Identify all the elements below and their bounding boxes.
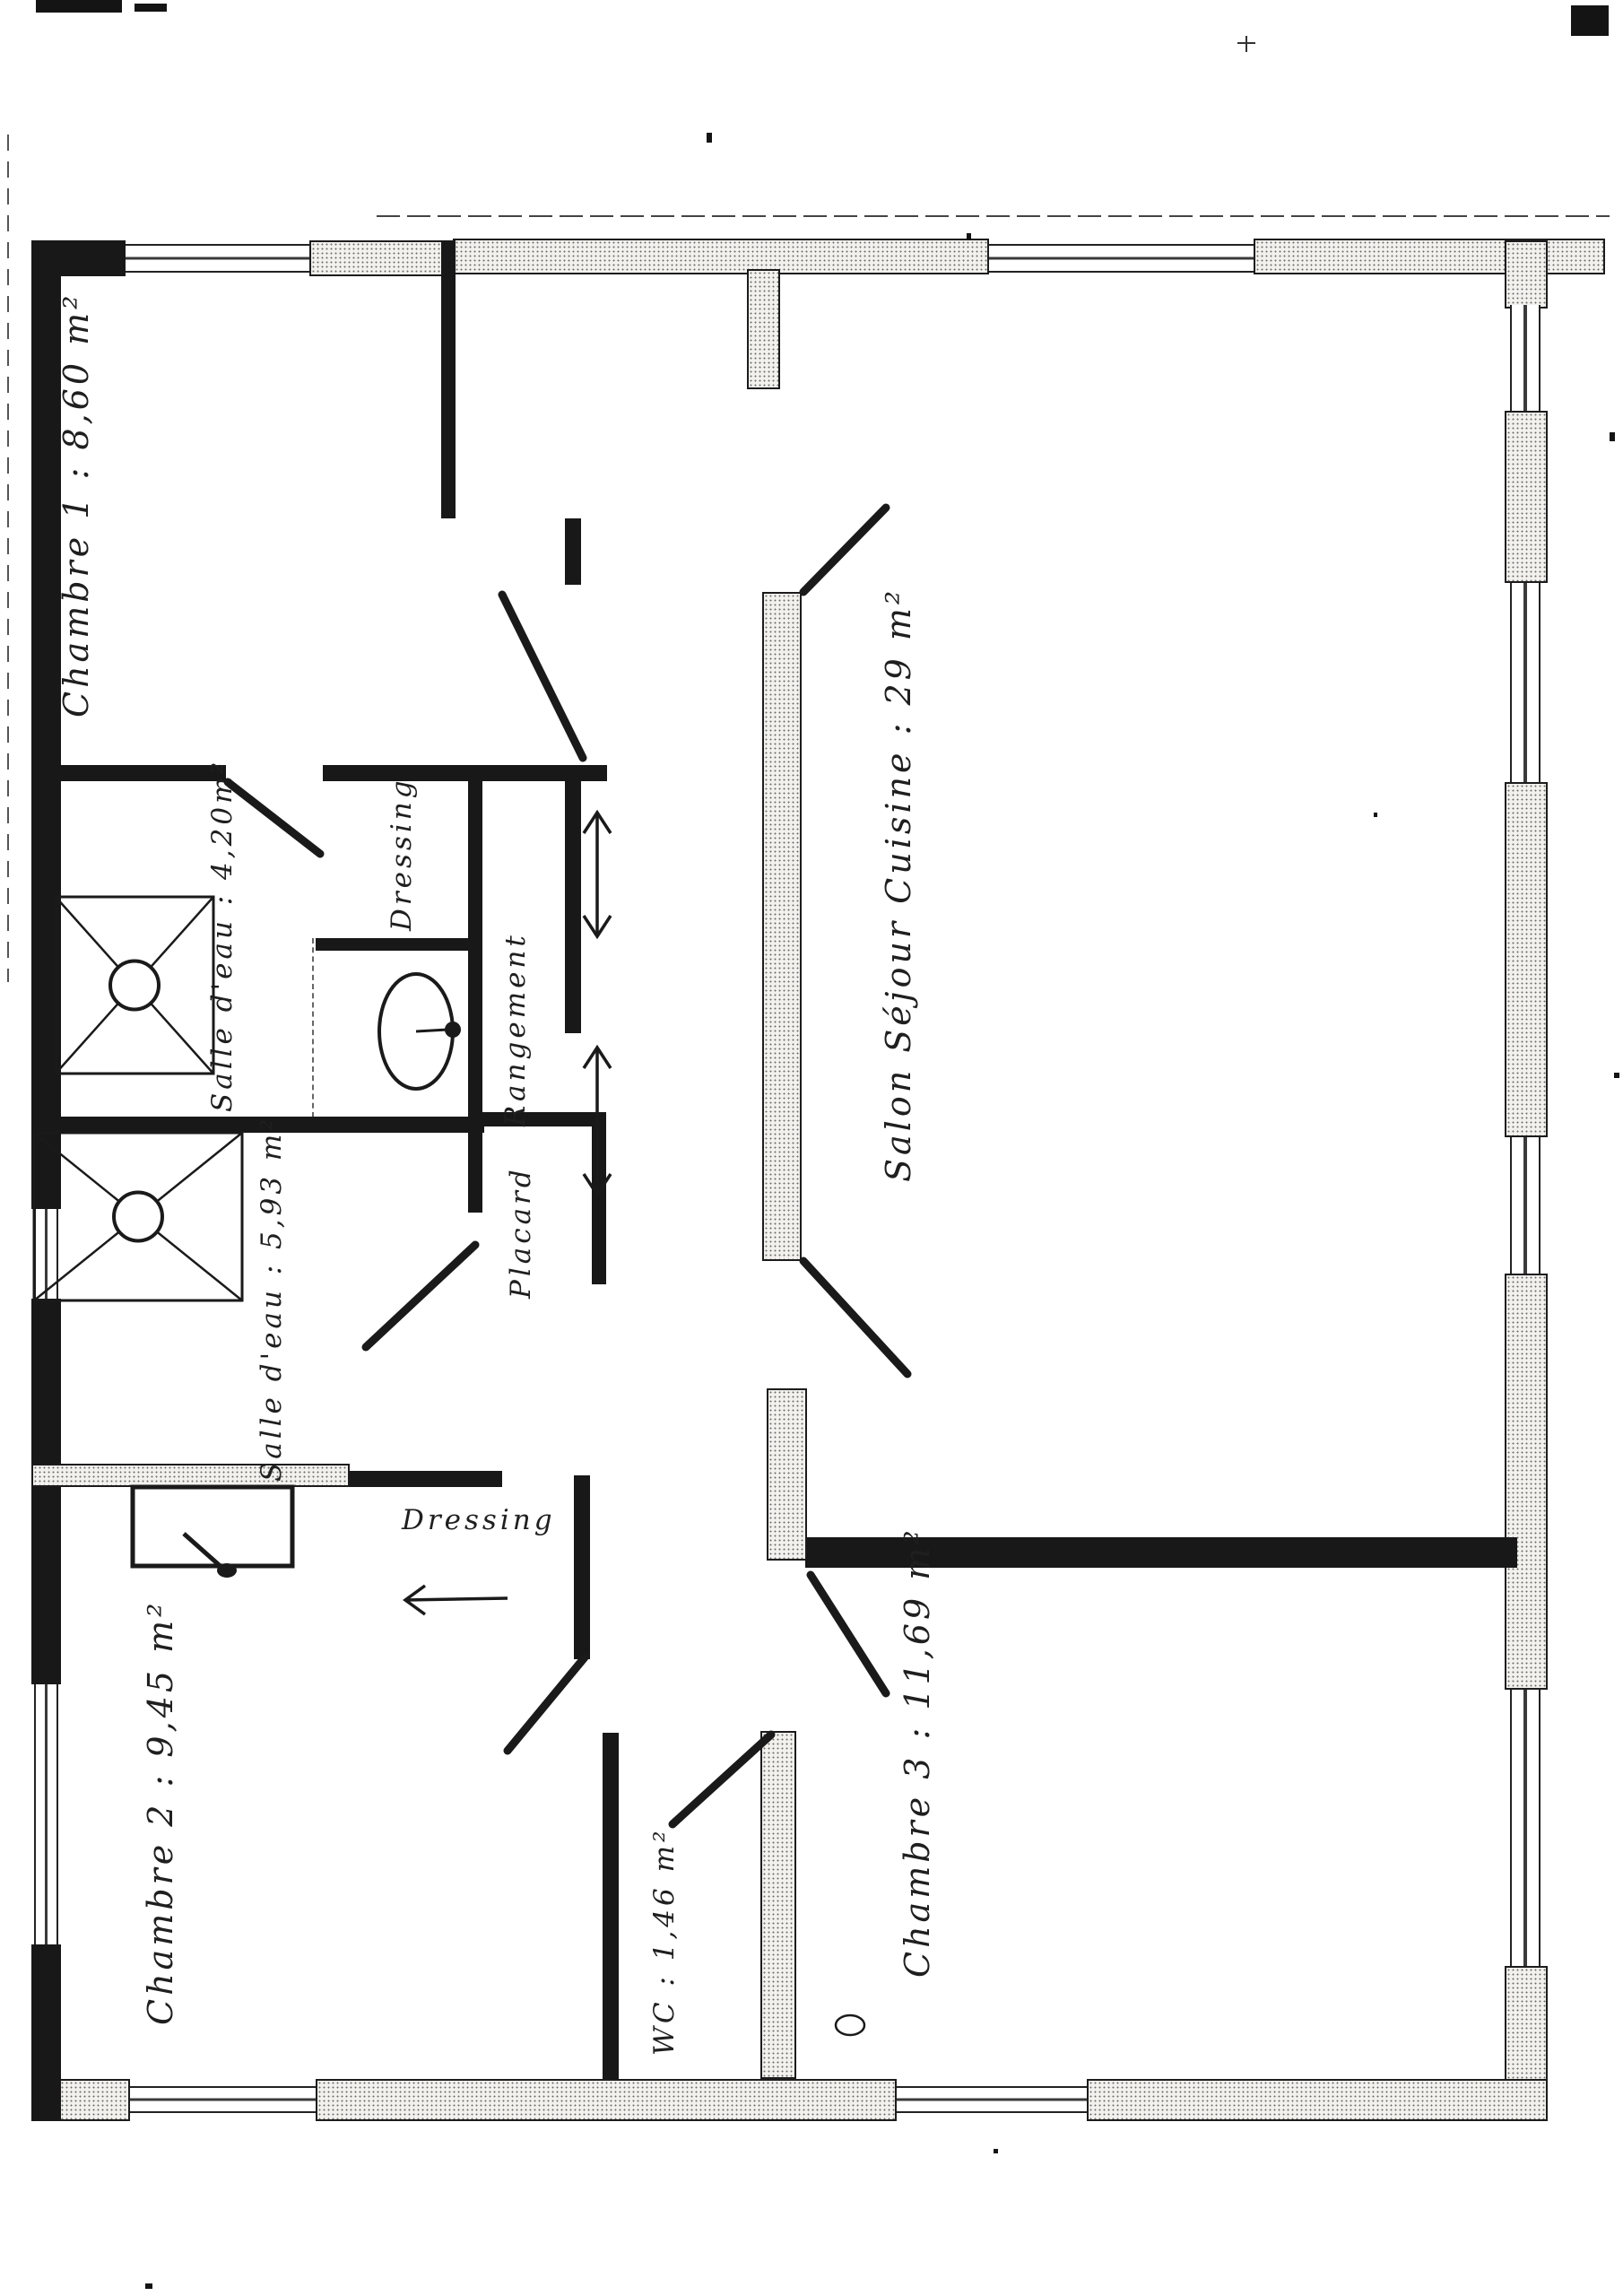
scan-speck (967, 233, 971, 240)
scan-artifact (135, 4, 167, 12)
wardrobe-icon (133, 1487, 292, 1566)
scan-speck (1374, 813, 1377, 817)
door-leaf (508, 1657, 585, 1751)
room-label-salle-eau-2: Salle d'eau : 5,93 m² (256, 1116, 288, 1482)
door-leaf (228, 782, 320, 854)
room-label-chambre3: Chambre 3 : 11,69 m² (898, 1526, 937, 1978)
room-label-wc: WC : 1,46 m² (648, 1827, 681, 2056)
shower-drain-icon (114, 1193, 162, 1241)
room-label-rangement: Rangement (499, 932, 532, 1126)
room-label-chambre1: Chambre 1 : 8,60 m² (56, 291, 96, 718)
door-leaf (673, 1735, 771, 1824)
wardrobe-handle-dot (217, 1563, 237, 1578)
scan-artifact (1571, 5, 1609, 36)
scan-line (7, 135, 9, 982)
door-leaf (803, 508, 886, 592)
door-leaf (366, 1245, 475, 1347)
scan-speck (145, 2283, 152, 2289)
door-leaf (803, 1261, 907, 1374)
scan-speck (1610, 432, 1615, 441)
door-leaf (811, 1575, 886, 1693)
room-label-dressing-bas: Dressing (402, 1504, 556, 1536)
left-arrow-icon (405, 1598, 508, 1600)
scan-artifact (36, 0, 122, 13)
scan-line (377, 215, 1610, 217)
scan-speck (707, 133, 712, 143)
room-label-salon: Salon Séjour Cuisine : 29 m² (879, 587, 918, 1182)
faucet-line (416, 1030, 447, 1031)
room-label-salle-eau-1: Salle d'eau : 4,20m² (206, 759, 239, 1112)
room-label-dressing-haut: Dressing (386, 777, 418, 931)
room-label-placard: Placard (505, 1166, 537, 1299)
small-circle-mark (836, 2015, 864, 2035)
scan-speck (994, 2149, 998, 2153)
faucet-dot (445, 1022, 461, 1038)
scan-speck (1614, 1073, 1619, 1078)
door-leaf (502, 595, 583, 758)
shower-drain-icon (110, 961, 159, 1010)
room-label-chambre2: Chambre 2 : 9,45 m² (141, 1599, 180, 2025)
